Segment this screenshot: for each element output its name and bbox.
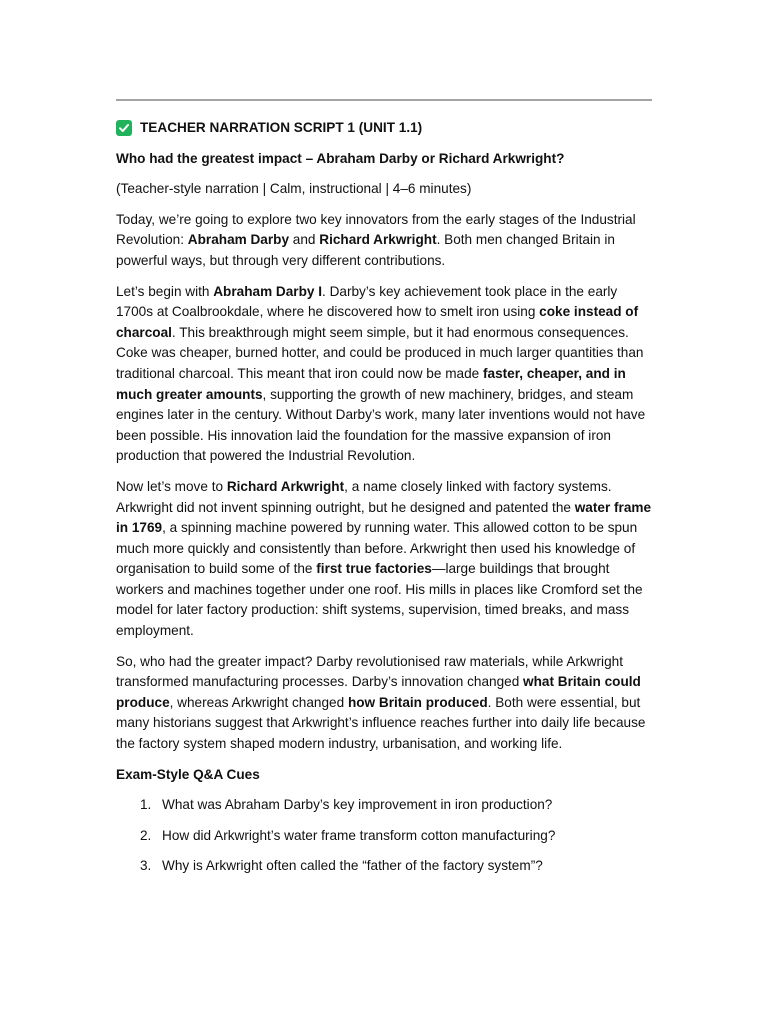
bold-text: water frame in 1769 (116, 499, 652, 536)
body-text: and (289, 232, 320, 248)
qa-title: Exam-Style Q&A Cues (116, 766, 260, 782)
qa-item-number: 1. (140, 797, 152, 813)
narration-paragraph (116, 282, 656, 467)
narration-subtitle: (Teacher-style narration | Calm, instructional | 4–6 minutes) (116, 181, 472, 197)
qa-item-text: How did Arkwright’s water frame transform cotton manufacturing? (162, 827, 556, 843)
body-text: , supporting the growth of new machinery, bridges, and steam engines later in the century. Without Darby’s work, many later inventions would not have been possible. His innovation laid the foundation for the massive expansion of iron production that powered the Industrial Revolution. (116, 386, 646, 464)
document-content (116, 118, 656, 887)
qa-item (116, 856, 656, 877)
body-text: , a name closely linked with factory systems. Arkwright did not invent spinning outright, but he designed and patented the (116, 478, 612, 515)
narration-paragraph (116, 210, 656, 272)
bold-text: coke instead of charcoal (116, 304, 639, 340)
bold-text: faster, cheaper, and in much greater amounts (116, 365, 626, 402)
body-text: . Both were essential, but many historians suggest that Arkwright’s influence reaches further into daily life because the factory system shaped modern industry, urbanisation, and working life. (116, 694, 646, 752)
qa-list (116, 795, 656, 877)
check-square-icon (116, 120, 132, 136)
horizontal-rule (116, 99, 652, 101)
narration-paragraph (116, 477, 656, 642)
body-text: . This breakthrough might seem simple, but it had enormous consequences. Coke was cheaper, burned hotter, and could be produced in much larger quantities than traditional charcoal. This meant that iron could now be made (116, 324, 644, 381)
bold-text: first true factories (316, 561, 432, 577)
bold-text: Richard Arkwright (226, 478, 345, 494)
qa-item-text: Why is Arkwright often called the “father of the factory system”? (162, 858, 543, 874)
bold-text: Richard Arkwright (319, 232, 437, 248)
script-title: TEACHER NARRATION SCRIPT 1 (UNIT 1.1) (140, 120, 423, 135)
body-text: Today, we’re going to explore two key innovators from the early stages of the Industrial Revolution: (116, 211, 636, 248)
body-text: —large buildings that brought workers and machines together under one roof. His mills in places like Cromford set the model for later factory production: shift systems, supervision, timed breaks, and mass employment. (116, 561, 643, 639)
bold-text: Abraham Darby (187, 232, 290, 248)
qa-item (116, 826, 656, 847)
qa-item-number: 3. (140, 858, 152, 874)
qa-item-text: What was Abraham Darby’s key improvement in iron production? (162, 797, 553, 813)
body-text: , a spinning machine powered by running water. This allowed cotton to be spun much more quickly and consistently than before. Arkwright then used his knowledge of organisation to build some of the (116, 520, 638, 577)
bold-text: what Britain could produce (116, 674, 641, 710)
bold-text: Abraham Darby I (213, 283, 323, 299)
body-text: So, who had the greater impact? Darby revolutionised raw materials, while Arkwright transformed manufacturing processes. Darby’s innovation changed (116, 653, 623, 690)
check-mark (118, 122, 130, 134)
narration-paragraph (116, 652, 656, 755)
body-text: Now let’s move to (116, 478, 227, 494)
script-heading (116, 118, 656, 139)
body-text: , whereas Arkwright changed (169, 694, 348, 710)
qa-item (116, 795, 656, 816)
body-text: . Both men changed Britain in powerful ways, but through very different contributions. (116, 232, 615, 268)
body-text: Let’s begin with (116, 283, 214, 299)
qa-item-number: 2. (140, 827, 152, 843)
guiding-question: Who had the greatest impact – Abraham Darby or Richard Arkwright? (116, 150, 565, 166)
body-text: . Darby’s key achievement took place in the early 1700s at Coalbrookdale, where he discovered how to smelt iron using (116, 283, 618, 320)
narration-body (116, 210, 656, 755)
bold-text: how Britain produced (347, 694, 488, 710)
